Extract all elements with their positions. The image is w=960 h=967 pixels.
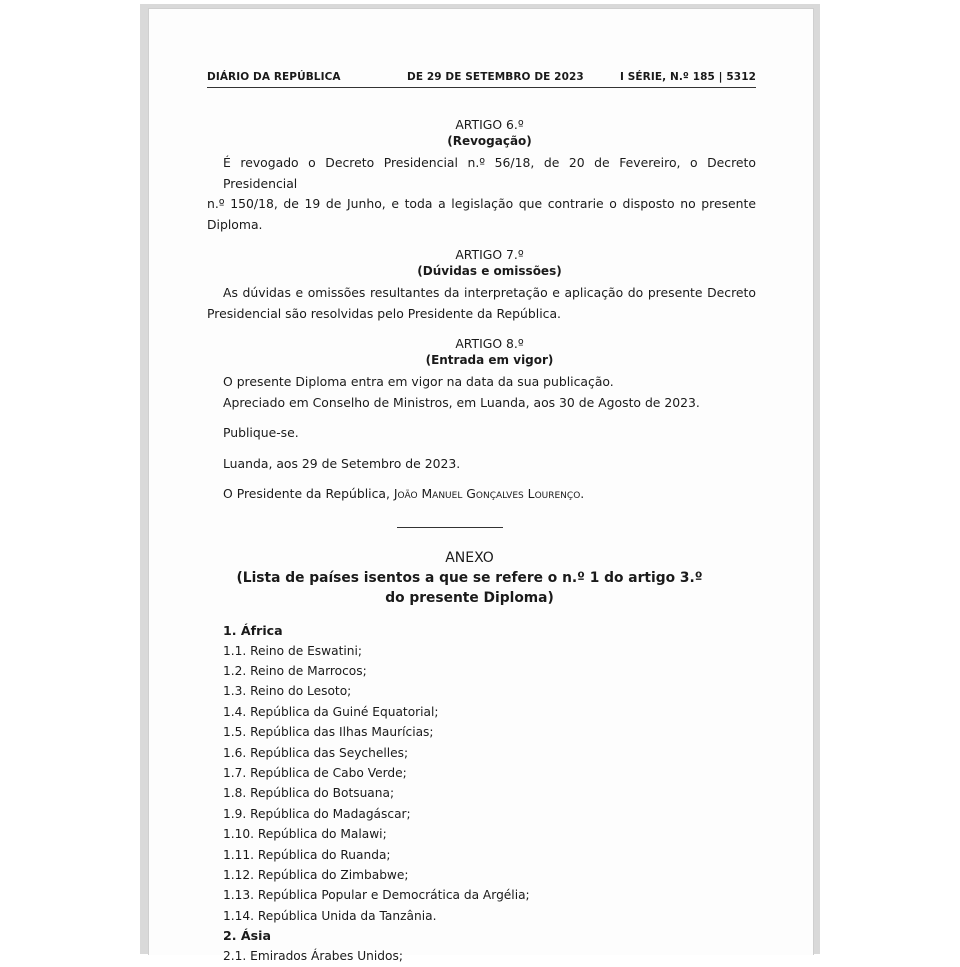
list-item: 1.13. República Popular e Democrática da Argélia; [223, 888, 530, 903]
president-prefix: O Presidente da República, [223, 486, 394, 501]
place-date-line: Luanda, aos 29 de Setembro de 2023. [223, 455, 461, 471]
list-item: 1.1. Reino de Eswatini; [223, 643, 362, 658]
header-publication: DIÁRIO DA REPÚBLICA [207, 71, 341, 83]
paragraph-line: O presente Diploma entra em vigor na data da sua publicação. [223, 374, 614, 389]
header-date: DE 29 DE SETEMBRO DE 2023 [407, 71, 584, 83]
article-title: (Entrada em vigor) [425, 353, 554, 367]
list-item: 1.8. República do Botsuana; [223, 786, 395, 801]
annex-subtitle: (Lista de países isentos a que se refere o n.º 1 do artigo 3.º [236, 569, 703, 586]
list-item: 1.3. Reino do Lesoto; [223, 684, 352, 699]
document-body [207, 113, 756, 967]
section-heading: 2. Ásia [223, 928, 271, 944]
annex-section-asia [223, 926, 756, 966]
article-6 [207, 116, 756, 235]
list-item: 1.14. República Unida da Tanzânia. [223, 908, 437, 923]
article-8 [223, 335, 756, 393]
list-item: 1.12. República do Zimbabwe; [223, 867, 409, 882]
list-item: 1.7. República de Cabo Verde; [223, 765, 407, 780]
annex-header [203, 548, 736, 609]
list-item: 1.2. Reino de Marrocos; [223, 663, 367, 678]
section-heading: 1. África [223, 622, 283, 638]
list-item: 1.11. República do Ruanda; [223, 847, 391, 862]
signature-line [223, 484, 756, 505]
article-paragraph [207, 283, 756, 324]
article-title: (Dúvidas e omissões) [417, 264, 562, 278]
document-page [148, 8, 814, 964]
article-number: ARTIGO 6.º [455, 117, 524, 132]
paragraph-line: As dúvidas e omissões resultantes da interpretação e aplicação do presente Decreto [223, 285, 756, 300]
article-number: ARTIGO 7.º [455, 247, 524, 262]
publish-line: Publique-se. [223, 425, 299, 440]
list-item: 1.6. República das Seychelles; [223, 745, 409, 760]
paragraph-line: n.º 150/18, de 19 de Junho, e toda a legislação que contrarie o disposto no presente Diploma. [207, 196, 756, 232]
article-paragraph [207, 153, 756, 235]
annex-section-africa [223, 621, 756, 927]
president-name: João Manuel Gonçalves Lourenço. [393, 486, 585, 501]
list-item: 2.1. Emirados Árabes Unidos; [223, 949, 403, 964]
paragraph-line: Presidencial são resolvidas pelo Presidente da República. [207, 305, 561, 321]
header-series-page: I SÉRIE, N.º 185 | 5312 [619, 71, 756, 83]
section-divider [397, 527, 503, 528]
article-7 [207, 246, 756, 324]
list-item: 1.9. República do Madagáscar; [223, 806, 411, 821]
paragraph-line: É revogado o Decreto Presidencial n.º 56/18, de 20 de Fevereiro, o Decreto Presidencial [223, 155, 756, 191]
list-item: 1.4. República da Guiné Equatorial; [223, 704, 439, 719]
annex-subtitle: do presente Diploma) [385, 590, 554, 606]
list-item: 1.5. República das Ilhas Maurícias; [223, 725, 434, 740]
article-number: ARTIGO 8.º [455, 336, 524, 351]
running-header [207, 71, 756, 88]
appreciation-line: Apreciado em Conselho de Ministros, em Luanda, aos 30 de Agosto de 2023. [223, 394, 700, 410]
article-title: (Revogação) [447, 134, 532, 148]
list-item: 1.10. República do Malawi; [223, 827, 387, 842]
annex-title: ANEXO [445, 549, 494, 566]
